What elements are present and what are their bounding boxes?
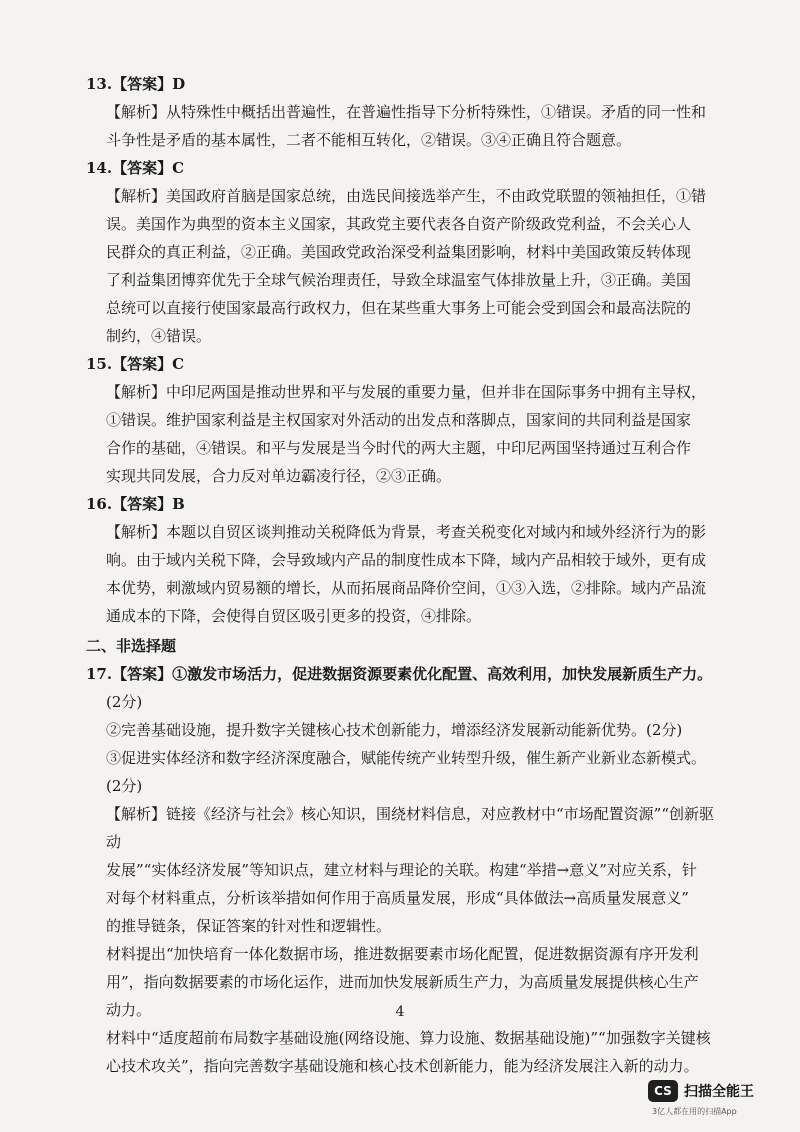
watermark-title: 扫描全能王 bbox=[684, 1084, 754, 1100]
explanation-line: 的推导链条，保证答案的针对性和逻辑性。 bbox=[106, 917, 392, 935]
answer-label: 17.【答案】①激发市场活力，促进数据资源要素优化配置、高效利用，加快发展新质生产力。 bbox=[86, 665, 713, 683]
explanation-line: 了利益集团博弈优先于全球气候治理责任，导致全球温室气体排放量上升，③正确。美国 bbox=[106, 271, 692, 289]
answer-label: 16.【答案】B bbox=[86, 495, 185, 513]
explanation-line: 本优势，刺激域内贸易额的增长，从而拓展商品降价空间，①③入选，②排除。域内产品流 bbox=[106, 579, 707, 597]
explanation-line: 发展”“实体经济发展”等知识点，建立材料与理论的关联。构建“举措→意义”对应关系，针 bbox=[106, 861, 697, 879]
explanation-line: 【解析】从特殊性中概括出普遍性，在普遍性指导下分析特殊性，①错误。矛盾的同一性和 bbox=[106, 103, 707, 121]
answer-label: 13.【答案】D bbox=[86, 75, 186, 93]
answer-line: (2分) bbox=[106, 693, 143, 711]
explanation-line: 对每个材料重点，分析该举措如何作用于高质量发展，形成“具体做法→高质量发展意义” bbox=[106, 889, 689, 907]
section-heading: 二、非选择题 bbox=[86, 637, 177, 655]
answer-14 bbox=[86, 154, 714, 350]
explanation-line: 【解析】本题以自贸区谈判推动关税降低为背景，考查关税变化对域内和域外经济行为的影 bbox=[106, 523, 707, 541]
explanation-line: 合作的基础，④错误。和平与发展是当今时代的两大主题，中印尼两国坚持通过互利合作 bbox=[106, 439, 692, 457]
explanation-line: 总统可以直接行使国家最高行政权力，但在某些重大事务上可能会受到国会和最高法院的 bbox=[106, 299, 692, 317]
answer-15 bbox=[86, 350, 714, 490]
explanation-line: 制约，④错误。 bbox=[106, 327, 212, 345]
answer-label: 15.【答案】C bbox=[86, 355, 185, 373]
explanation-line: 通成本的下降，会使得自贸区吸引更多的投资，④排除。 bbox=[106, 607, 482, 625]
explanation-line: 斗争性是矛盾的基本属性，二者不能相互转化，②错误。③④正确且符合题意。 bbox=[106, 131, 632, 149]
explanation-line: 【解析】美国政府首脑是国家总统，由选民间接选举产生，不由政党联盟的领袖担任，①错 bbox=[106, 187, 707, 205]
explanation-line: 误。美国作为典型的资本主义国家，其政党主要代表各自资产阶级政党利益，不会关心人 bbox=[106, 215, 692, 233]
answer-line: (2分) bbox=[106, 777, 143, 795]
answer-13 bbox=[86, 70, 714, 154]
page-number: 4 bbox=[395, 1004, 405, 1020]
scanner-watermark bbox=[648, 1080, 788, 1117]
explanation-line: 【解析】链接《经济与社会》核心知识，围绕材料信息，对应教材中“市场配置资源”“创新驱动 bbox=[106, 805, 715, 851]
document-body bbox=[86, 70, 714, 1080]
camscanner-logo-icon: CS bbox=[648, 1080, 678, 1102]
explanation-line: 心技术攻关”，指向完善数字基础设施和核心技术创新能力，能为经济发展注入新的动力。 bbox=[106, 1057, 699, 1075]
explanation-line: 响。由于域内关税下降，会导致域内产品的制度性成本下降，域内产品相较于域外，更有成 bbox=[106, 551, 707, 569]
explanation-line: 动力。 bbox=[106, 1001, 152, 1019]
answer-16 bbox=[86, 490, 714, 630]
explanation-line: 民群众的真正利益，②正确。美国政党政治深受利益集团影响，材料中美国政策反转体现 bbox=[106, 243, 692, 261]
explanation-line: 用”，指向数据要素的市场化运作，进而加快发展新质生产力，为高质量发展提供核心生产 bbox=[106, 973, 699, 991]
explanation-line: ①错误。维护国家利益是主权国家对外活动的出发点和落脚点，国家间的共同利益是国家 bbox=[106, 411, 692, 429]
explanation-line: 实现共同发展，合力反对单边霸凌行径，②③正确。 bbox=[106, 467, 452, 485]
explanation-line: 材料提出“加快培育一体化数据市场，推进数据要素市场化配置，促进数据资源有序开发利 bbox=[106, 945, 699, 963]
answer-line: ③促进实体经济和数字经济深度融合，赋能传统产业转型升级，催生新产业新业态新模式。 bbox=[106, 749, 707, 767]
explanation-line: 【解析】中印尼两国是推动世界和平与发展的重要力量，但并非在国际事务中拥有主导权， bbox=[106, 383, 707, 401]
answer-line: ②完善基础设施，提升数字关键核心技术创新能力，增添经济发展新动能新优势。(2分) bbox=[106, 721, 683, 739]
answer-label: 14.【答案】C bbox=[86, 159, 185, 177]
explanation-line: 材料中“适度超前布局数字基础设施(网络设施、算力设施、数据基础设施)”“加强数字关键核 bbox=[106, 1029, 711, 1047]
watermark-subtitle: 3亿人都在用的扫描App bbox=[652, 1107, 737, 1116]
